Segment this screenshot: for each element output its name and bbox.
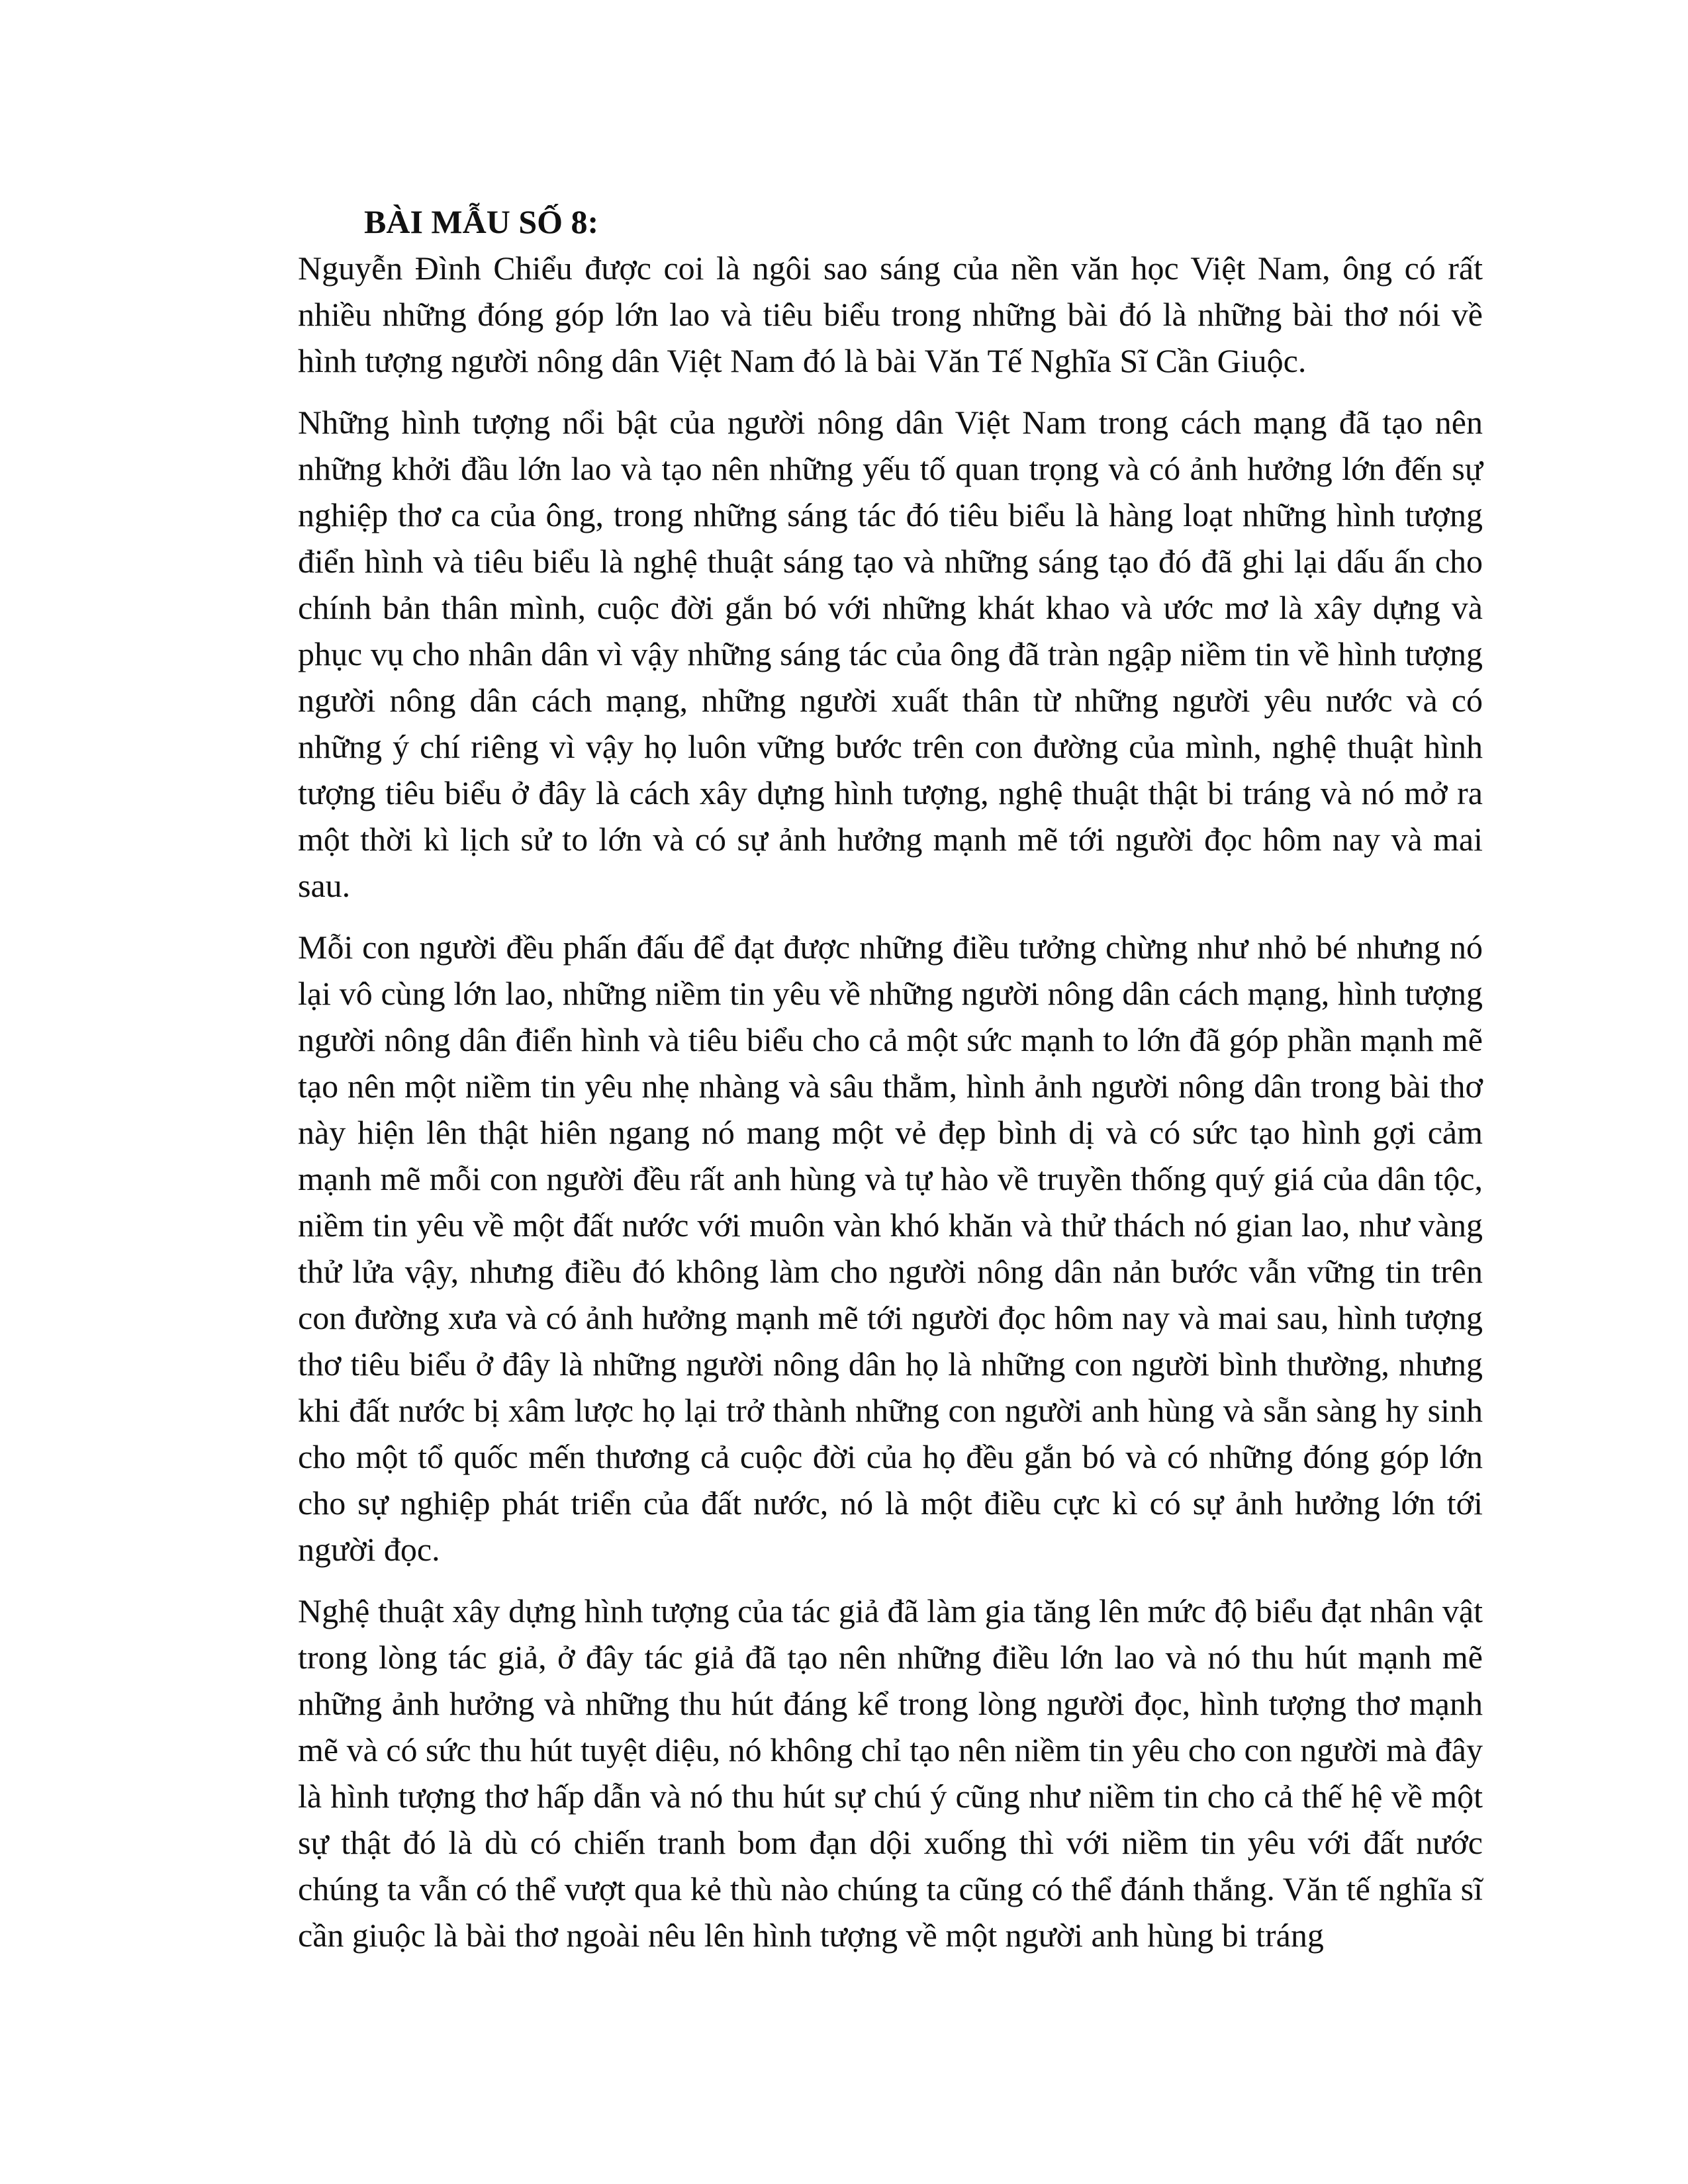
document-body — [298, 199, 1483, 1974]
paragraph-3: Mỗi con người đều phấn đấu để đạt được những điều tưởng chừng như nhỏ bé nhưng nó lại vô cùng lớn lao, những niềm tin yêu về những người nông dân cách mạng, hình tượng người nông dân điển hình và tiêu biểu cho cả một sức mạnh to lớn đã góp phần mạnh mẽ tạo nên một niềm tin yêu nhẹ nhàng và sâu thẳm, hình ảnh người nông dân trong bài thơ này hiện lên thật hiên ngang nó mang một vẻ đẹp bình dị và có sức tạo hình gợi cảm mạnh mẽ mỗi con người đều rất anh hùng và tự hào về truyền thống quý giá của dân tộc, niềm tin yêu về một đất nước với muôn vàn khó khăn và thử thách nó gian lao, như vàng thử lửa vậy, nhưng điều đó không làm cho người nông dân nản bước vẫn vững tin trên con đường xưa và có ảnh hưởng mạnh mẽ tới người đọc hôm nay và mai sau, hình tượng thơ tiêu biểu ở đây là những người nông dân họ là những con người bình thường, nhưng khi đất nước bị xâm lược họ lại trở thành những con người anh hùng và sẵn sàng hy sinh cho một tổ quốc mến thương cả cuộc đời của họ đều gắn bó và có những đóng góp lớn cho sự nghiệp phát triển của đất nước, nó là một điều cực kì có sự ảnh hưởng lớn tới người đọc. — [298, 929, 1483, 1568]
document-heading: BÀI MẪU SỐ 8: — [364, 203, 599, 240]
paragraph-1: Nguyễn Đình Chiểu được coi là ngôi sao sáng của nền văn học Việt Nam, ông có rất nhiều những đóng góp lớn lao và tiêu biểu trong những bài đó là những bài thơ nói về hình tượng người nông dân Việt Nam đó là bài Văn Tế Nghĩa Sĩ Cần Giuộc. — [298, 250, 1483, 379]
paragraph-4: Nghệ thuật xây dựng hình tượng của tác giả đã làm gia tăng lên mức độ biểu đạt nhân vật trong lòng tác giả, ở đây tác giả đã tạo nên những điều lớn lao và nó thu hút mạnh mẽ những ảnh hưởng và những thu hút đáng kể trong lòng người đọc, hình tượng thơ mạnh mẽ và có sức thu hút tuyệt diệu, nó không chỉ tạo nên niềm tin yêu cho con người mà đây là hình tượng thơ hấp dẫn và nó thu hút sự chú ý cũng như niềm tin cho cả thế hệ về một sự thật đó là dù có chiến tranh bom đạn dội xuống thì với niềm tin yêu với đất nước chúng ta vẫn có thể vượt qua kẻ thù nào chúng ta cũng có thể đánh thắng. Văn tế nghĩa sĩ cần giuộc là bài thơ ngoài nêu lên hình tượng về một người anh hùng bi tráng — [298, 1592, 1483, 1954]
paragraph-2: Những hình tượng nổi bật của người nông dân Việt Nam trong cách mạng đã tạo nên những khởi đầu lớn lao và tạo nên những yếu tố quan trọng và có ảnh hưởng lớn đến sự nghiệp thơ ca của ông, trong những sáng tác đó tiêu biểu là hàng loạt những hình tượng điển hình và tiêu biểu là nghệ thuật sáng tạo và những sáng tạo đó đã ghi lại dấu ấn cho chính bản thân mình, cuộc đời gắn bó với những khát khao và ước mơ là xây dựng và phục vụ cho nhân dân vì vậy những sáng tác của ông đã tràn ngập niềm tin về hình tượng người nông dân cách mạng, những người xuất thân từ những người yêu nước và có những ý chí riêng vì vậy họ luôn vững bước trên con đường của mình, nghệ thuật hình tượng tiêu biểu ở đây là cách xây dựng hình tượng, nghệ thuật thật bi tráng và nó mở ra một thời kì lịch sử to lớn và có sự ảnh hưởng mạnh mẽ tới người đọc hôm nay và mai sau. — [298, 404, 1483, 904]
